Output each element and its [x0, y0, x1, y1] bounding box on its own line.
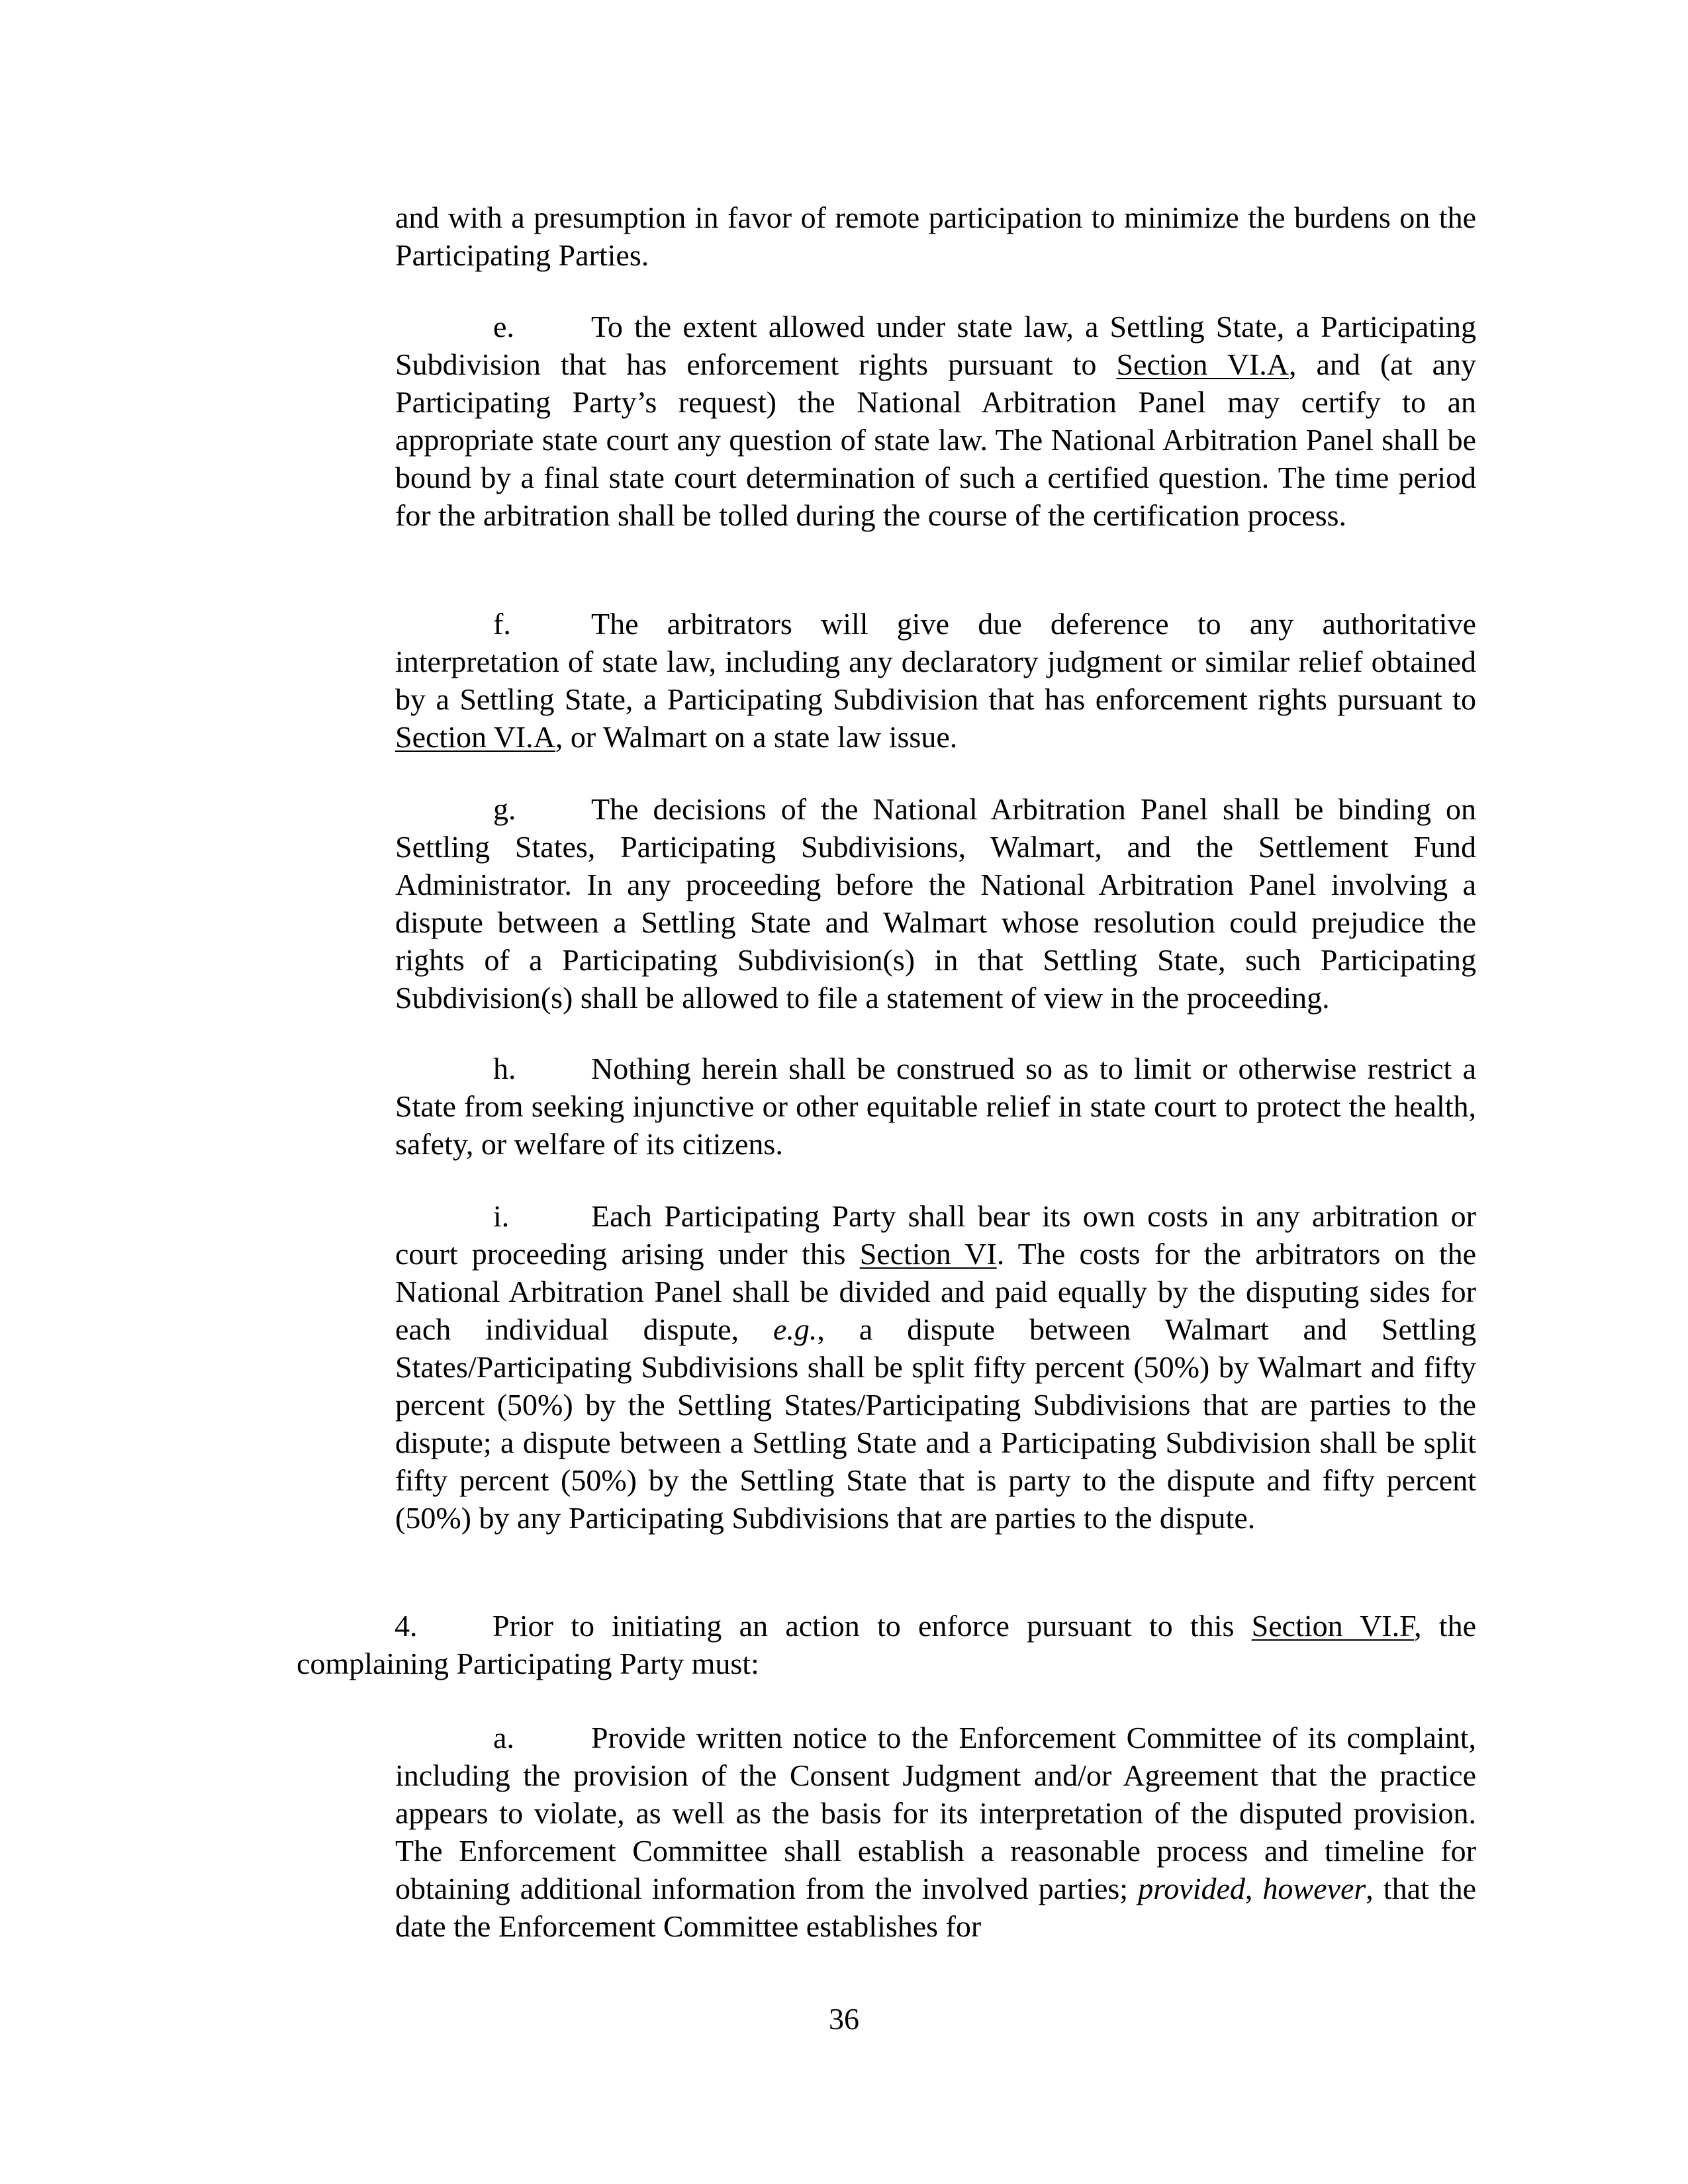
paragraph-e-marker: e. — [493, 310, 514, 343]
paragraph-i-marker: i. — [493, 1199, 510, 1233]
paragraph-h-text: Nothing herein shall be construed so as to limit or otherwise restrict a State from seeking injunctive or other equitable relief in state court to protect the health, safety, or welfare of its citizens. — [395, 1052, 1476, 1161]
paragraph-4-text-2: , the complaining Participating Party must: — [297, 1609, 1476, 1680]
page-number: 36 — [829, 2002, 859, 2036]
paragraph-4-marker: 4. — [395, 1609, 418, 1643]
paragraph-a-text-2: , — [1244, 1872, 1263, 1905]
paragraph-f-text-2: , or Walmart on a state law issue. — [555, 720, 958, 754]
paragraph-h — [395, 1050, 1476, 1163]
paragraph-e — [395, 308, 1476, 534]
paragraph-a-text-1: Provide written notice to the Enforcement Committee of its complaint, including the provision of the Consent Judgment and/or Agreement that the practice appears to violate, as well as the basis for its interpretation of the disputed provision. The Enforcement Committee shall establish a reasonable process and timeline for obtaining additional information from the involved parties; — [395, 1721, 1476, 1905]
paragraph-e-text-1: To the extent allowed under state law, a Settling State, a Participating Subdivision that has enforcement rights pursuant to — [395, 310, 1476, 381]
paragraph-a-text-3: , that the date the Enforcement Committee establishes for — [395, 1872, 1476, 1943]
paragraph-4-text-1: Prior to initiating an action to enforce pursuant to this — [492, 1609, 1252, 1643]
paragraph-i-text-3: , a dispute between Walmart and Settling States/Participating Subdivisions shall be split fifty percent (50%) by Walmart and fifty percent (50%) by the Settling States/Participating Subdivisions that are parties to the dispute; a dispute between a Settling State and a Participating Subdivision shall be split fifty percent (50%) by the Settling State that is party to the dispute and fifty percent (50%) by any Participating Subdivisions that are parties to the dispute. — [395, 1312, 1477, 1535]
paragraph-f-text-1: The arbitrators will give due deference to any authoritative interpretation of state law, including any declaratory judgment or similar relief obtained by a Settling State, a Participating Subdivision that has enforcement rights pursuant to — [395, 607, 1476, 716]
paragraph-i-text-1: Each Participating Party shall bear its own costs in any arbitration or court proceeding arising under this — [395, 1199, 1476, 1271]
paragraph-a-italic-provided: provided — [1138, 1872, 1245, 1905]
paragraph-g — [395, 790, 1476, 1017]
paragraph-i — [395, 1197, 1476, 1537]
section-vi-f-reference: Section VI.F — [1251, 1609, 1415, 1643]
paragraph-continuation-text: and with a presumption in favor of remote participation to minimize the burdens on the Participating Parties. — [395, 201, 1476, 272]
paragraph-continuation — [395, 199, 1476, 274]
paragraph-f-marker: f. — [493, 607, 511, 641]
paragraph-e-text-2: , and (at any Participating Party’s request) the National Arbitration Panel may certify to an appropriate state court any question of state law. The National Arbitration Panel shall be bound by a final state court determination of such a certified question. The time period for the arbitration shall be tolled during the course of the certification process. — [395, 347, 1476, 532]
paragraph-4 — [297, 1607, 1476, 1682]
paragraph-g-text: The decisions of the National Arbitration Panel shall be binding on Settling States, Participating Subdivisions, Walmart, and the Settlement Fund Administrator. In any proceeding before the National Arbitration Panel involving a dispute between a Settling State and Walmart whose resolution could prejudice the rights of a Participating Subdivision(s) in that Settling State, such Participating Subdivision(s) shall be allowed to file a statement of view in the proceeding. — [395, 792, 1476, 1015]
section-vi-a-reference: Section VI.A — [395, 720, 555, 754]
paragraph-a — [395, 1719, 1476, 1945]
section-vi-a-reference: Section VI.A — [1116, 347, 1289, 381]
paragraph-i-italic-eg: e.g. — [773, 1312, 818, 1346]
paragraph-a-marker: a. — [493, 1721, 514, 1754]
paragraph-h-marker: h. — [493, 1052, 516, 1085]
section-vi-reference: Section VI — [859, 1237, 997, 1271]
paragraph-a-italic-however: however — [1262, 1872, 1366, 1905]
paragraph-f — [395, 605, 1476, 756]
paragraph-g-marker: g. — [493, 792, 516, 826]
paragraph-i-text-2: . The costs for the arbitrators on the National Arbitration Panel shall be divided and paid equally by the disputing sides for each individual dispute, — [395, 1237, 1477, 1346]
